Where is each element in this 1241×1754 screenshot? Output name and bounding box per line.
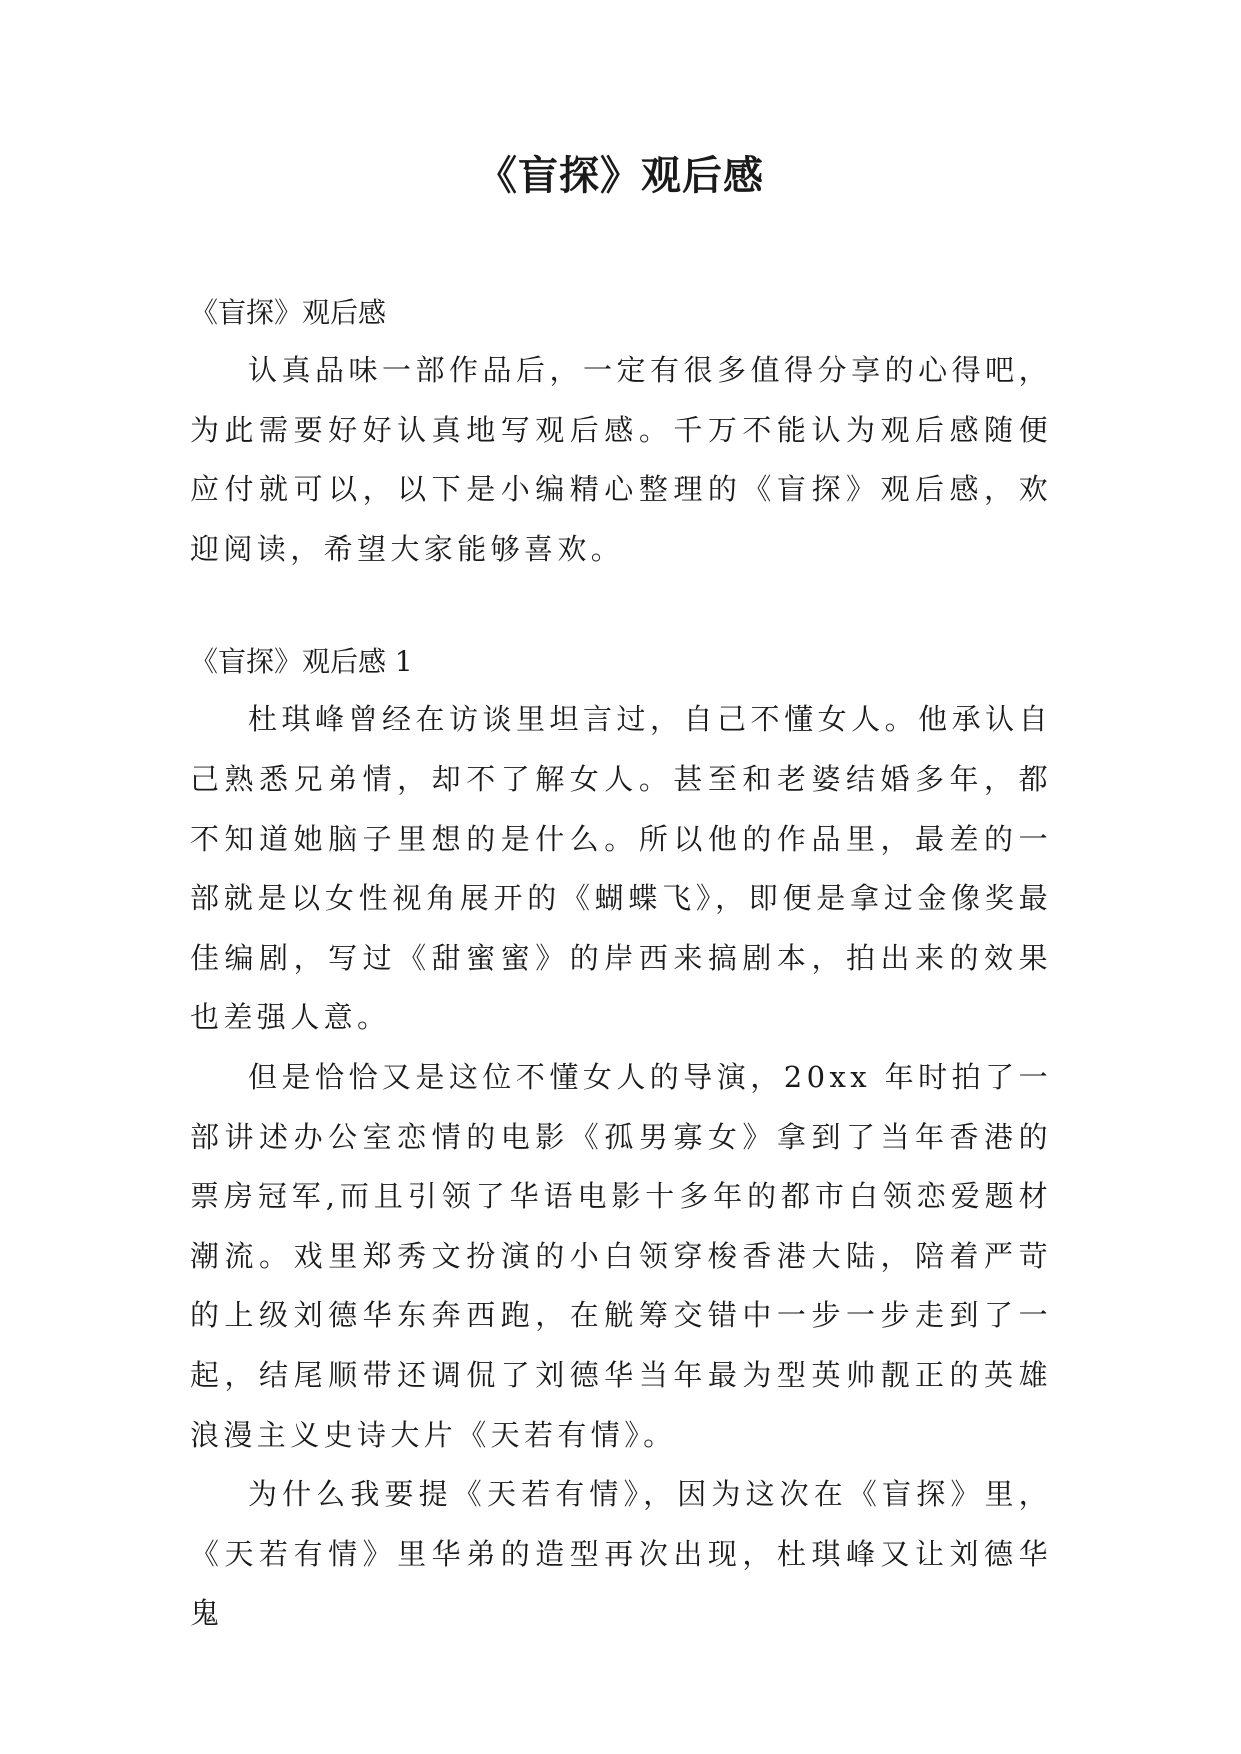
intro-heading: 《盲探》观后感 <box>190 296 387 329</box>
body-paragraph: 杜琪峰曾经在访谈里坦言过，自己不懂女人。他承认自己熟悉兄弟情，却不了解女人。甚至和老婆结婚多年，都不知道她脑子里想的是什么。所以他的作品里，最差的一部就是以女性视角展开的《蝴蝶飞》，即便是拿过金像奖最佳编剧，写过《甜蜜蜜》的岸西来搞剧本，拍出来的效果也差强人意。 <box>190 702 1052 1035</box>
intro-paragraph: 认真品味一部作品后，一定有很多值得分享的心得吧，为此需要好好认真地写观后感。千万不能认为观后感随便应付就可以，以下是小编精心整理的《盲探》观后感，欢迎阅读，希望大家能够喜欢。 <box>190 353 1052 566</box>
body-paragraph: 为什么我要提《天若有情》，因为这次在《盲探》里，《天若有情》里华弟的造型再次出现，杜琪峰又让刘德华鬼 <box>190 1477 1052 1631</box>
body-paragraph: 但是恰恰又是这位不懂女人的导演，20xx 年时拍了一部讲述办公室恋情的电影《孤男寡女》拿到了当年香港的票房冠军,而且引领了华语电影十多年的都市白领恋爱题材潮流。戏里郑秀文扮演的小白领穿梭香港大陆，陪着严苛的上级刘德华东奔西跑，在觥筹交错中一步一步走到了一起，结尾顺带还调侃了刘德华当年最为型英帅靓正的英雄浪漫主义史诗大片《天若有情》。 <box>190 1059 1052 1452</box>
document-body <box>190 285 1052 1644</box>
section-spacer <box>190 579 1052 634</box>
document-title: 《盲探》观后感 <box>477 153 764 199</box>
section-heading: 《盲探》观后感 1 <box>190 645 413 679</box>
